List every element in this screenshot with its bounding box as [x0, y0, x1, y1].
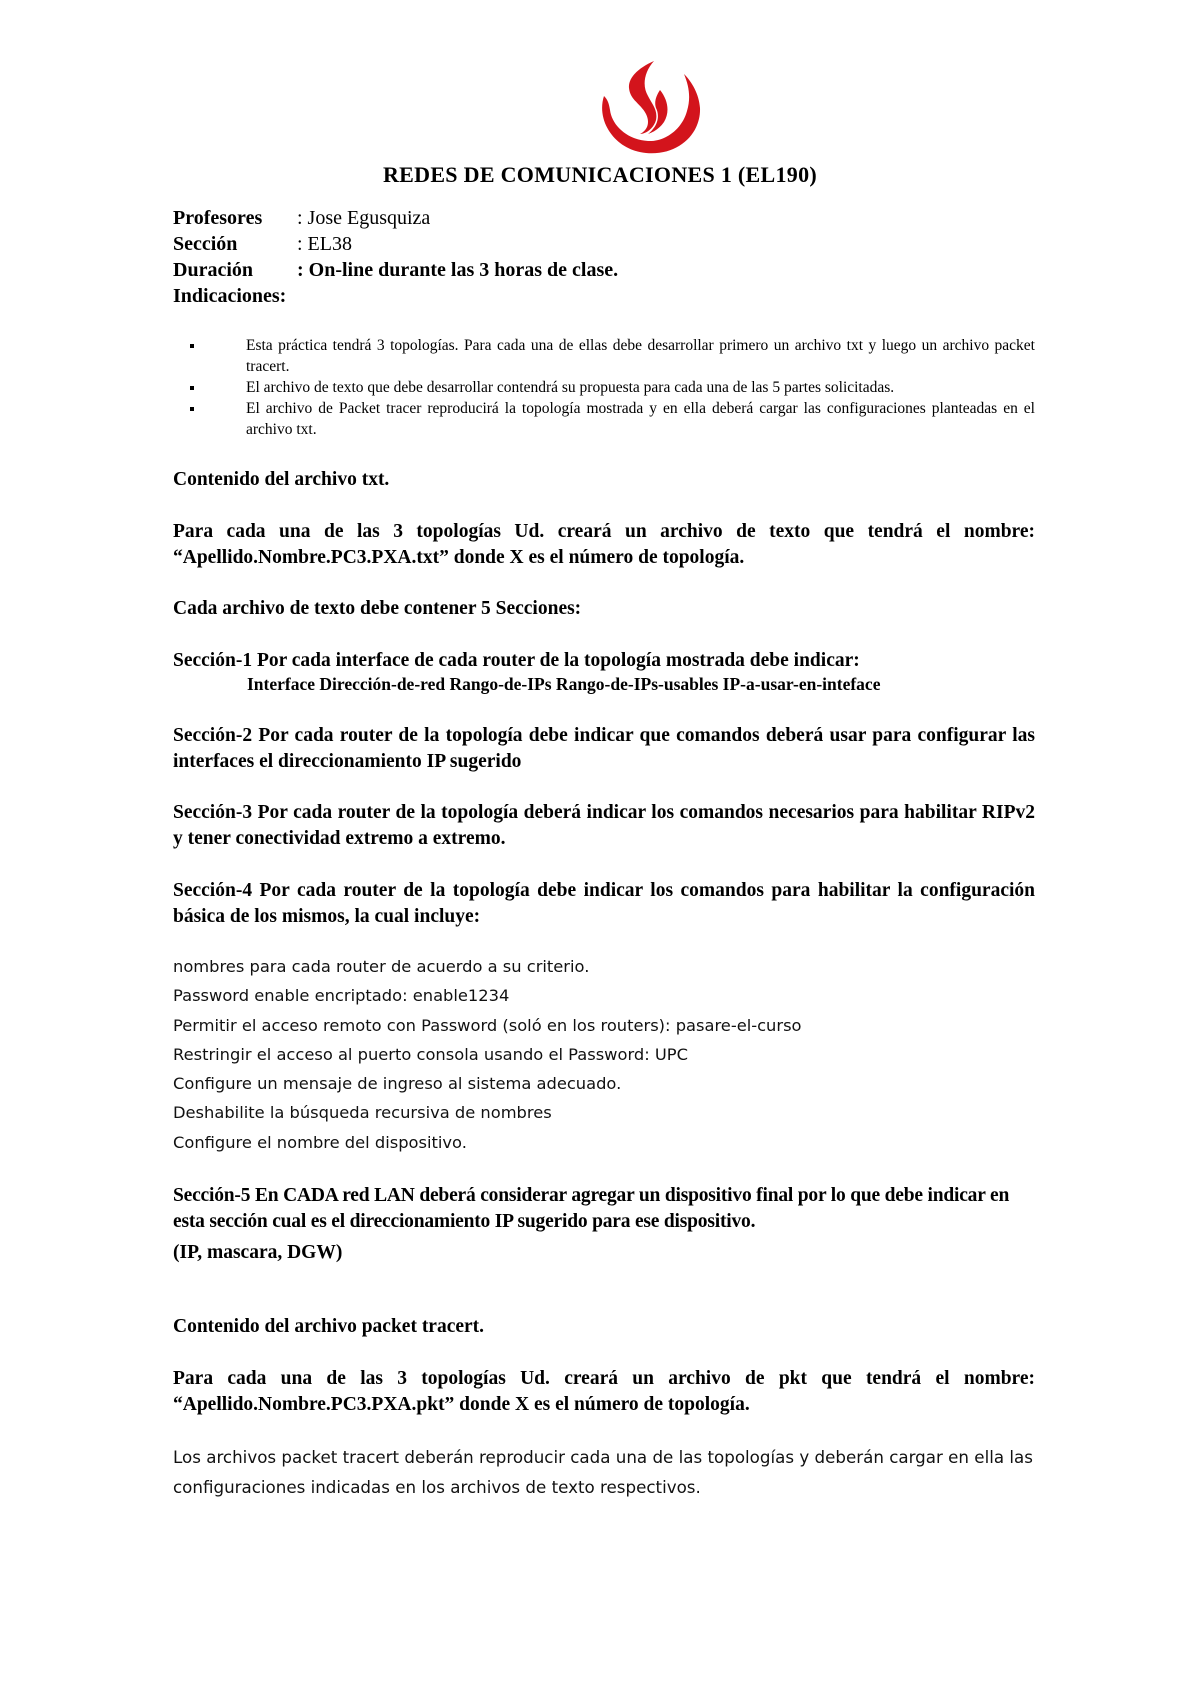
list-item: El archivo de Packet tracer reproducirá la topología mostrada y en ella deberá cargar las configuraciones planteadas en el archivo txt. [190, 398, 1035, 440]
seccion-label: Sección [173, 233, 238, 255]
seccion-2-text: Sección-2 Por cada router de la topología debe indicar que comandos deberá usar para configurar las interfaces el direccionamiento IP sugerido [173, 725, 1035, 772]
upc-logo-icon [596, 58, 706, 158]
list-item: Configure el nombre del dispositivo. [173, 1132, 467, 1152]
seccion-5-note: (IP, mascara, DGW) [173, 1242, 343, 1263]
seccion-row [173, 231, 618, 257]
seccion-1-text: Sección-1 Por cada interface de cada router de la topología mostrada debe indicar: [173, 650, 860, 671]
duracion-value: : On-line durante las 3 horas de clase. [297, 259, 619, 281]
list-item: Configure un mensaje de ingreso al sistema adecuado. [173, 1074, 622, 1094]
indicaciones-list [190, 335, 1035, 440]
indicaciones-label: Indicaciones: [173, 285, 287, 307]
document-title: REDES DE COMUNICACIONES 1 (EL190) [382, 162, 818, 187]
secciones-intro: Cada archivo de texto debe contener 5 Secciones: [173, 598, 582, 619]
pkt-heading: Contenido del archivo packet tracert. [173, 1316, 485, 1337]
list-item: Password enable encriptado: enable1234 [173, 986, 510, 1006]
txt-intro: Para cada una de las 3 topologías Ud. creará un archivo de texto que tendrá el nombre: “Apellido.Nombre.PC3.PXA.txt” donde X es el número de topología. [173, 521, 1035, 568]
list-item: nombres para cada router de acuerdo a su criterio. [173, 957, 590, 976]
profesores-row [173, 205, 618, 231]
list-item: El archivo de texto que debe desarrollar contendrá su propuesta para cada una de las 5 partes solicitadas. [190, 377, 1035, 398]
profesores-value: : Jose Egusquiza [297, 207, 431, 229]
list-item: Permitir el acceso remoto con Password (soló en los routers): pasare-el-curso [173, 1015, 802, 1035]
header-info [173, 205, 618, 309]
seccion-3-text: Sección-3 Por cada router de la topología deberá indicar los comandos necesarios para habilitar RIPv2 y tener conectividad extremo a extremo. [173, 802, 1035, 849]
pkt-description: Los archivos packet tracert deberán reproducir cada una de las topologías y deberán cargar en ella las configuraciones indicadas en los archivos de texto respectivos. [173, 1447, 1033, 1497]
seccion-value: : EL38 [297, 233, 352, 255]
duracion-row [173, 257, 618, 283]
pkt-intro: Para cada una de las 3 topologías Ud. creará un archivo de pkt que tendrá el nombre: “Apellido.Nombre.PC3.PXA.pkt” donde X es el número de topología. [173, 1368, 1035, 1415]
seccion-1-fields: Interface Dirección-de-red Rango-de-IPs Rango-de-IPs-usables IP-a-usar-en-inteface [247, 674, 881, 694]
list-item: Restringir el acceso al puerto consola usando el Password: UPC [173, 1044, 688, 1064]
list-item: Esta práctica tendrá 3 topologías. Para cada una de ellas debe desarrollar primero un archivo txt y luego un archivo packet tracert. [190, 335, 1035, 377]
list-item: Deshabilite la búsqueda recursiva de nombres [173, 1103, 552, 1123]
txt-heading: Contenido del archivo txt. [173, 469, 390, 490]
config-items-list [173, 952, 802, 1157]
indicaciones-row [173, 283, 618, 309]
duracion-label: Duración [173, 259, 253, 281]
profesores-label: Profesores [173, 207, 263, 229]
seccion-4-text: Sección-4 Por cada router de la topología debe indicar los comandos para habilitar la configuración básica de los mismos, la cual incluye: [173, 880, 1035, 927]
seccion-5-text: Sección-5 En CADA red LAN deberá considerar agregar un dispositivo final por lo que debe indicar en esta sección cual es el direccionamiento IP sugerido para ese dispositivo. [173, 1185, 1010, 1232]
